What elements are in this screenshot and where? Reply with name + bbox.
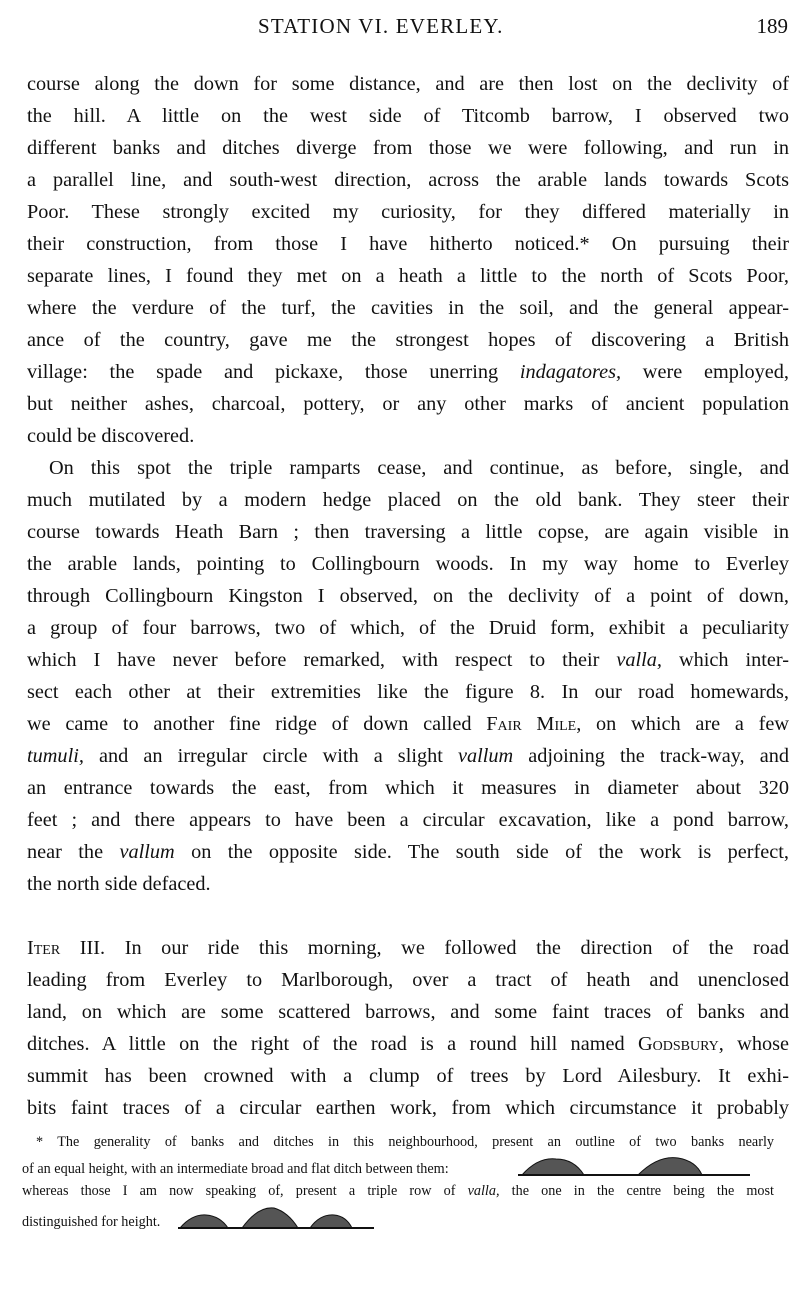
text-line bbox=[27, 1092, 789, 1124]
text-segment: different banks and ditches diverge from those we were following, and run in bbox=[27, 137, 789, 159]
text-segment: the arable lands, pointing to Collingbourn woods. In my way home to Everley bbox=[27, 553, 789, 575]
text-line bbox=[27, 260, 789, 292]
text-line bbox=[27, 324, 789, 356]
text-segment: the north side defaced. bbox=[27, 873, 211, 895]
text-line bbox=[27, 932, 789, 964]
text-line bbox=[27, 164, 789, 196]
italic-text: indagatores, bbox=[519, 361, 622, 383]
text-segment: sect each other at their extremities like the figure 8. In our road homewards, bbox=[27, 681, 789, 703]
text-line bbox=[27, 548, 789, 580]
text-line bbox=[27, 804, 789, 836]
footnote-text: of an equal height, with an intermediate broad and flat ditch between them: bbox=[22, 1160, 449, 1177]
footnote-line bbox=[22, 1179, 774, 1204]
text-segment: on the opposite side. The south side of the work is perfect, bbox=[174, 841, 789, 863]
text-segment: land, on which are some scattered barrows, and some faint traces of banks and bbox=[27, 1001, 789, 1023]
text-segment: separate lines, I found they met on a heath a little to the north of Scots Poor, bbox=[27, 265, 789, 287]
text-segment: the hill. A little on the west side of Titcomb barrow, I observed two bbox=[27, 105, 789, 127]
text-segment: whose bbox=[723, 1033, 789, 1055]
text-line bbox=[27, 420, 789, 452]
footnote-line bbox=[22, 1155, 774, 1180]
text-line bbox=[27, 484, 789, 516]
text-line bbox=[27, 1060, 789, 1092]
text-segment: which inter- bbox=[661, 649, 790, 671]
text-segment: ditches. A little on the right of the road is a round hill named bbox=[27, 1033, 638, 1055]
paragraph bbox=[27, 452, 789, 900]
italic-text: tumuli, bbox=[27, 745, 84, 767]
italic-text: vallum bbox=[119, 841, 175, 863]
text-segment: much mutilated by a modern hedge placed on the old bank. They steer their bbox=[27, 489, 789, 511]
text-line bbox=[27, 388, 789, 420]
running-title: STATION VI. EVERLEY. bbox=[258, 14, 504, 38]
text-line bbox=[27, 292, 789, 324]
text-line bbox=[27, 836, 789, 868]
text-segment: we came to another fine ridge of down called bbox=[27, 713, 487, 735]
body-text bbox=[27, 68, 789, 1124]
running-header bbox=[0, 14, 800, 44]
text-line bbox=[27, 68, 789, 100]
text-segment: where the verdure of the turf, the cavities in the soil, and the general appear- bbox=[27, 297, 789, 319]
text-segment: ance of the country, gave me the strongest hopes of discovering a British bbox=[27, 329, 789, 351]
text-line bbox=[27, 100, 789, 132]
text-segment: On this spot the triple ramparts cease, and continue, as before, single, and bbox=[49, 457, 789, 479]
text-segment: their construction, from those I have hitherto noticed.* On pursuing their bbox=[27, 233, 789, 255]
two-banks-diagram-icon bbox=[518, 1155, 758, 1177]
text-segment: Poor. These strongly excited my curiosity, for they differed materially in bbox=[27, 201, 789, 223]
text-segment: course towards Heath Barn ; then traversing a little copse, are again visible in bbox=[27, 521, 789, 543]
text-segment: were employed, bbox=[621, 361, 789, 383]
text-line bbox=[27, 516, 789, 548]
footnote-text: * The generality of banks and ditches in this neighbourhood, present an outline of two banks nearly bbox=[36, 1134, 774, 1150]
text-segment: an entrance towards the east, from which it measures in diameter about 320 bbox=[27, 777, 789, 799]
text-segment: summit has been crowned with a clump of trees by Lord Ailesbury. It exhi- bbox=[27, 1065, 789, 1087]
text-line bbox=[27, 612, 789, 644]
text-segment: In our ride this morning, we followed the direction of the road bbox=[105, 937, 789, 959]
footnote-text: distinguished for height. bbox=[22, 1213, 161, 1230]
text-segment: a parallel line, and south-west direction, across the arable lands towards Scots bbox=[27, 169, 789, 191]
paragraph bbox=[27, 68, 789, 452]
text-segment: bits faint traces of a circular earthen work, from which circumstance it probably bbox=[27, 1097, 789, 1119]
italic-text: valla, bbox=[616, 649, 662, 671]
text-line bbox=[27, 676, 789, 708]
paragraph bbox=[27, 932, 789, 1124]
text-segment: adjoining the track-way, and bbox=[513, 745, 789, 767]
text-line bbox=[27, 356, 789, 388]
footnote bbox=[22, 1130, 774, 1228]
text-line bbox=[27, 964, 789, 996]
footnote-italic: valla, bbox=[467, 1183, 500, 1199]
text-segment: leading from Everley to Marlborough, over a tract of heath and unenclosed bbox=[27, 969, 789, 991]
text-line bbox=[27, 1028, 789, 1060]
text-line bbox=[27, 868, 789, 900]
text-segment: course along the down for some distance, and are then lost on the declivity of bbox=[27, 73, 789, 95]
text-segment: near the bbox=[27, 841, 120, 863]
text-line bbox=[27, 196, 789, 228]
text-line bbox=[27, 452, 789, 484]
text-line bbox=[27, 996, 789, 1028]
text-segment: through Collingbourn Kingston I observed, on the declivity of a point of down, bbox=[27, 585, 789, 607]
text-segment: a group of four barrows, two of which, of the Druid form, exhibit a peculiarity bbox=[27, 617, 789, 639]
text-line bbox=[27, 772, 789, 804]
text-segment: could be discovered. bbox=[27, 425, 195, 447]
page-number: 189 bbox=[756, 14, 788, 38]
paragraph-gap bbox=[27, 900, 789, 932]
footnote-line bbox=[22, 1130, 774, 1155]
text-segment: feet ; and there appears to have been a circular excavation, like a pond barrow, bbox=[27, 809, 789, 831]
text-segment: and an irregular circle with a slight bbox=[83, 745, 458, 767]
small-caps-text: Fair Mile, bbox=[486, 713, 582, 735]
text-line bbox=[27, 740, 789, 772]
footnote-text: the one in the centre being the most bbox=[499, 1183, 774, 1199]
small-caps-text: Godsbury, bbox=[637, 1033, 724, 1055]
text-line bbox=[27, 644, 789, 676]
text-segment: but neither ashes, charcoal, pottery, or any other marks of ancient population bbox=[27, 393, 789, 415]
text-segment: village: the spade and pickaxe, those unerring bbox=[27, 361, 520, 383]
footnote-text: whereas those I am now speaking of, present a triple row of bbox=[22, 1183, 468, 1199]
text-line bbox=[27, 580, 789, 612]
italic-text: vallum bbox=[457, 745, 514, 767]
text-line bbox=[27, 132, 789, 164]
small-caps-text: Iter III. bbox=[27, 937, 106, 959]
text-line bbox=[27, 708, 789, 740]
text-line bbox=[27, 228, 789, 260]
text-segment: on which are a few bbox=[581, 713, 790, 735]
footnote-line bbox=[22, 1204, 774, 1229]
text-segment: which I have never before remarked, with respect to their bbox=[27, 649, 617, 671]
triple-banks-diagram-icon bbox=[178, 1204, 378, 1230]
